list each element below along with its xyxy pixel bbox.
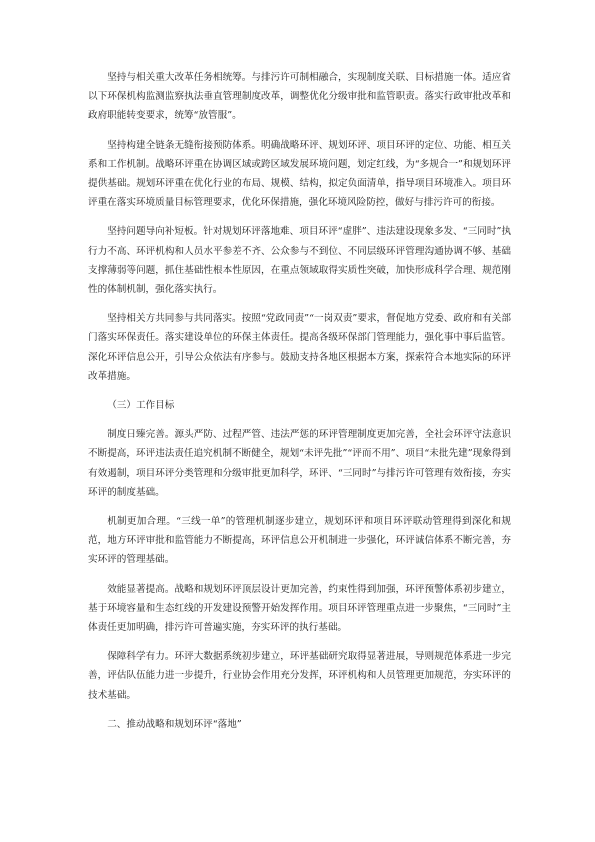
- paragraph-joint-participation: 坚持相关方共同参与共同落实。按照“党政同责”“一岗双责”要求，督促地方党委、政府和有关部门落实环保责任。落实建设单位的环保主体责任。提高各级环保部门管理能力，强化事中事后监管。深化环评信息公开，引导公众依法有序参与。鼓励支持各地区根据本方案，探索符合本地实际的环评改革措施。: [88, 313, 511, 382]
- section-heading-strategy: 二、推动战略和规划环评“落地”: [107, 718, 242, 730]
- paragraph-goal-efficiency: 效能显著提高。战略和规划环评顶层设计更加完善，约束性得到加强，环评预警体系初步建立，基于环境容量和生态红线的开发建设预警开始发挥作用。项目环评管理重点进一步聚焦，“三同时”主体责任更加明确，排污许可普遍实施，夯实环评的执行基础。: [88, 583, 511, 634]
- paragraph-coordination: 坚持与相关重大改革任务相统筹。与排污许可制相融合，实现制度关联、目标措施一体。适应省以下环保机构监测监察执法垂直管理制度改革，调整优化分级审批和监管职责。落实行政审批改革和政府职能转变要求，统筹“放管服”。: [88, 72, 511, 122]
- paragraph-prevention-system: 坚持构建全链条无缝衔接预防体系。明确战略环评、规划环评、项目环评的定位、功能、相互关系和工作机制。战略环评重在协调区域或跨区域发展环境问题，划定红线，为“多规合一”和规划环评提供基础。规划环评重在优化行业的布局、规模、结构，拟定负面清单，指导项目环境准入。项目环评重在落实环境质量目标管理要求，优化环保措施，强化环境风险防控，做好与排污许可的衔接。: [88, 139, 511, 209]
- paragraph-goal-system: 制度日臻完善。源头严防、过程严管、违法严惩的环评管理制度更加完善，全社会环评守法意识不断提高，环评违法责任追究机制不断健全，规划“未评先批”“评而不用”、项目“未批先建”现象得到有效遏制，项目环评分类管理和分级审批更加科学，环评、“三同时”与排污许可管理有效衔接，夯实环评的制度基础。: [88, 429, 511, 498]
- paragraph-goal-mechanism: 机制更加合理。“三线一单”的管理机制逐步建立，规划环评和项目环评联动管理得到深化和规范，地方环评审批和监管能力不断提高，环评信息公开机制进一步强化，环评诚信体系不断完善，夯实环评的管理基础。: [88, 516, 511, 566]
- section-heading-work-goals: （三）工作目标: [107, 400, 175, 412]
- paragraph-problem-oriented: 坚持问题导向补短板。针对规划环评落地难、项目环评“虚胖”、违法建设现象多发、“三同时”执行力不高、环评机构和人员水平参差不齐、公众参与不到位、不同层级环评管理沟通协调不够、基础支撑薄弱等问题，抓住基础性根本性原因，在重点领域取得实质性突破，加快形成科学合理、规范刚性的体制机制，强化落实执行。: [88, 226, 511, 296]
- paragraph-goal-support: 保障科学有力。环评大数据系统初步建立，环评基础研究取得显著进展，导则规范体系进一步完善，评估队伍能力进一步提升，行业协会作用充分发挥，环评机构和人员管理更加规范，夯实环评的技术基础。: [88, 651, 511, 701]
